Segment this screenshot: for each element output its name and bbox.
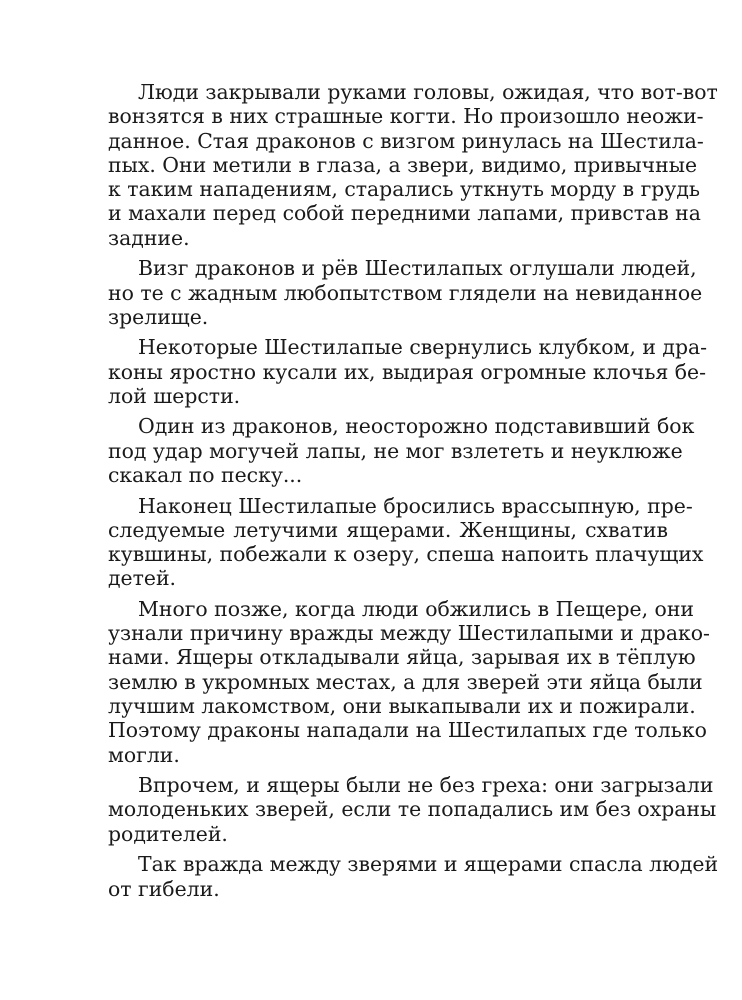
text-line: от гибели. xyxy=(108,876,220,901)
text-line: молоденьких зверей, если те попадались им без охраны xyxy=(108,797,717,822)
paragraph-3 xyxy=(108,335,708,408)
text-line: Визг драконов и рёв Шестилапых оглушали людей, xyxy=(138,256,697,281)
paragraph-8 xyxy=(108,852,719,901)
text-line: лой шерсти. xyxy=(108,383,241,408)
text-line: родителей. xyxy=(108,821,228,846)
text-line: следуемые летучими ящерами. Женщины, схватив xyxy=(108,517,668,542)
paragraph-7 xyxy=(108,773,717,846)
text-line: Наконец Шестилапые бросились врассыпную, пре- xyxy=(138,493,693,518)
text-line: задние. xyxy=(108,225,190,250)
paragraph-6 xyxy=(108,596,710,767)
text-line: вонзятся в них страшные когти. Но произошло неожи- xyxy=(108,104,704,129)
text-line: но те с жадным любопытством глядели на невиданное xyxy=(108,280,703,305)
text-line: Много позже, когда люди обжились в Пещере, они xyxy=(138,596,695,621)
text-line: могли. xyxy=(108,742,180,767)
text-line: пых. Они метили в глаза, а звери, видимо, привычные xyxy=(108,152,698,177)
text-line: Так вражда между зверями и ящерами спасла людей xyxy=(138,852,719,877)
text-line: к таким нападениям, старались уткнуть морду в грудь xyxy=(108,177,700,202)
paragraph-5 xyxy=(108,493,704,591)
text-line: Поэтому драконы нападали на Шестилапых где только xyxy=(108,718,707,743)
text-line: землю в укромных местах, а для зверей эти яйца были xyxy=(108,669,703,694)
text-line: скакал по песку... xyxy=(108,463,303,488)
text-line: Люди закрывали руками головы, ожидая, что вот-вот xyxy=(138,80,718,104)
paragraph-4 xyxy=(108,414,695,488)
text-line: нами. Ящеры откладывали яйца, зарывая их в тёплую xyxy=(108,645,696,670)
text-line: узнали причину вражды между Шестилапыми и драко- xyxy=(108,621,710,646)
paragraph-2 xyxy=(108,256,703,329)
paragraph-1 xyxy=(108,80,718,250)
text-line: Один из драконов, неосторожно подставивший бок xyxy=(138,414,695,439)
text-line: и махали перед собой передними лапами, привстав на xyxy=(108,201,701,226)
text-line: коны яростно кусали их, выдирая огромные клочья бе- xyxy=(108,359,707,384)
text-line: Некоторые Шестилапые свернулись клубком, и дра- xyxy=(138,335,708,360)
text-line: под удар могучей лапы, не мог взлететь и неуклюже xyxy=(108,438,683,463)
text-line: Впрочем, и ящеры были не без греха: они загрызали xyxy=(138,773,714,798)
text-line: лучшим лакомством, они выкапывали их и пожирали. xyxy=(108,694,696,719)
text-line: кувшины, побежали к озеру, спеша напоить плачущих xyxy=(108,542,704,567)
text-line: зрелище. xyxy=(108,304,209,329)
text-line: детей. xyxy=(108,566,177,591)
text-line: данное. Стая драконов с визгом ринулась на Шестила- xyxy=(108,128,704,153)
page-text-body xyxy=(108,80,719,907)
